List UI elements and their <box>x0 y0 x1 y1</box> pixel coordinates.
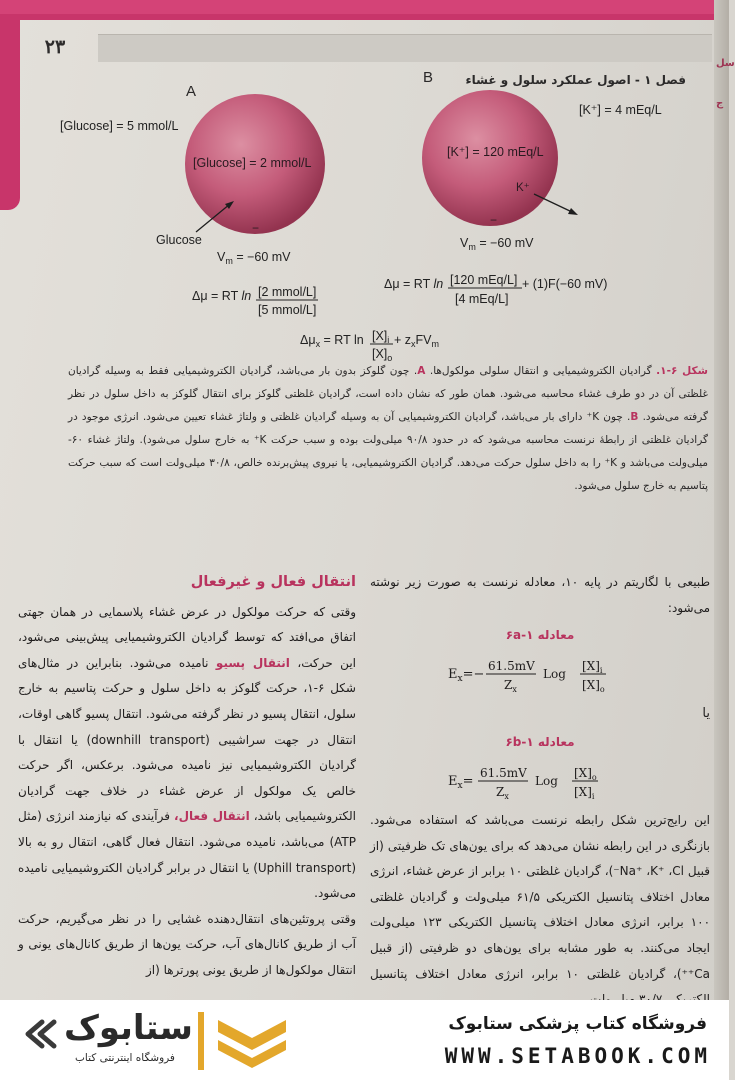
panel-b-eq-numerator: [120 mEq/L] <box>450 273 518 287</box>
panel-a-membrane-sign: − <box>252 221 260 235</box>
panel-a-label: A <box>186 83 197 100</box>
equation-b <box>370 758 710 802</box>
passive-active-paragraph: وقتی که حرکت مولکول در عرض غشاء پلاسمایی در همان جهتی اتفاق می‌افتد که توسط گرادیان الکتروشیمیایی پیش‌بینی می‌شود، این حرکت، انتقال پسیو نامیده می‌شود. بنابراین در مثال‌های شکل ۶-۱، حرکت گلوکز به داخل سلول و حرکت پتاسیم به خارج سلول، انتقال پسیو در نظر گرفته می‌شود. انتقال پسیو گاهی اوقات، انتقال در جهت سراشیبی (downhill transport) یا انتقال با گرادیان الکتروشیمیایی نیز نامیده می‌شود. برعکس، اگر حرکت خالص یک مولکول از عرض غشاء در خلاف جهت گرادیان الکتروشیمیایی باشد، انتقال فعال، فرآیندی که نیازمند انرژی (مثل ATP) می‌باشد، نامیده می‌شود. انتقال فعال گاهی، انتقال رو به بالا (Uphill transport) یا انتقال در برابر گرادیان الکتروشیمیایی نامیده می‌شود. <box>18 604 357 901</box>
svg-text:61.5mV: 61.5mV <box>480 765 527 780</box>
svg-text:Δμx = RT ln: $\Delta\mu_x$ = RT ln <box>300 333 364 349</box>
panel-a-equation <box>192 285 318 317</box>
nernst-explanation: این رایج‌ترین شکل رابطه نرنست می‌باشد که استفاده می‌شود. بازنگری در این رابطه نشان می‌دهد که برای یون‌های تک ظرفیتی (از قبیل Na⁺ ،K⁺ ،Cl⁻)، گرادیان غلظتی ۱۰ برابر از عرض غشاء، انرژی معادل اختلاف پتانسیل الکتریکی ۶۱/۵ میلی‌ولت و گرادیان غلظتی ۱۰۰ برابر، انرژی معادل اختلاف پتانسیل الکتریکی ۱۲۳ میلی‌ولت ایجاد می‌کنند. به طور مشابه برای یون‌های دو ظرفیتی (از قبیل Ca⁺⁺)، گرادیان غلظتی ۱۰ برابر، انرژی معادل اختلاف پتانسیل <box>370 812 711 981</box>
panel-b-label: B <box>423 69 434 86</box>
panel-b-membrane-sign: − <box>490 213 498 227</box>
electrochemical-gradient-figure <box>0 64 714 364</box>
svg-text:Log: Log <box>543 666 566 681</box>
caption-label-b: B <box>630 411 639 423</box>
svg-text:[X]i: $[X]_i$ <box>574 784 595 801</box>
svg-text:Δμ = RT ln: Δμ = RT ln <box>384 277 444 291</box>
store-url[interactable]: WWW.SETABOOK.COM <box>444 1044 711 1068</box>
panel-a-eq-numerator: [2 mmol/L] <box>258 285 317 299</box>
caption-label-a: A <box>417 365 426 377</box>
panel-b-equation <box>384 273 607 306</box>
equation-a <box>370 651 710 695</box>
equation-b-label: معادله ۱-۶b <box>505 735 575 750</box>
logo-wordmark: ستابوک <box>64 1008 193 1048</box>
logo-tagline: فروشگاه اینترنتی کتاب <box>75 1052 175 1064</box>
panel-b-membrane-voltage: $V_m = -60$ mV <box>460 236 534 252</box>
panel-a-inside-concentration: [Glucose] = 2 mmol/L <box>193 156 312 170</box>
edge-letter: سل <box>716 58 735 69</box>
panel-b-outside-concentration: [K⁺] = 4 mEq/L <box>579 103 662 117</box>
section-title: انتقال فعال و غیرفعال <box>190 574 356 590</box>
svg-text:Ex=−: $E_x=-$ <box>448 666 485 684</box>
svg-text:Zx: $Z_x$ <box>504 677 517 694</box>
panel-b-eq-suffix: + (1)F(−60 mV) <box>522 277 608 291</box>
svg-text:[X]o: $[X]_o$ <box>582 677 605 694</box>
potassium-arrow-label: K⁺ <box>516 182 530 194</box>
panel-b-inside-concentration: [K⁺] = 120 mEq/L <box>447 145 544 159</box>
svg-text:+ zxFVm: + $z_xFV_m$ <box>394 333 440 349</box>
svg-text:Ex=: $E_x=$ <box>448 773 474 791</box>
next-page-edge <box>714 0 729 1000</box>
store-footer <box>0 1000 729 1080</box>
svg-text:[X]i: $[X]_i$ <box>372 329 390 345</box>
svg-text:Zx: $Z_x$ <box>496 784 509 801</box>
store-title: فروشگاه کتاب پزشکی ستابوک <box>448 1014 707 1034</box>
panel-b-eq-denominator: [4 mEq/L] <box>455 292 509 306</box>
svg-text:61.5mV: 61.5mV <box>488 658 535 673</box>
transport-proteins-paragraph: وقتی پروتئین‌های انتقال‌دهنده غشایی را در نظر می‌گیریم، حرکت آب از طریق کانال‌های آب، حرکت یون‌ها از طریق کانال‌های یونی و انتقال مولکول‌ها از طریق یونی پورترها (از <box>18 911 356 977</box>
svg-text:Log: Log <box>535 773 558 788</box>
svg-text:[X]o: $[X]_o$ <box>574 765 597 782</box>
edge-letter: ج <box>716 98 724 109</box>
active-transport-term: انتقال فعال، <box>174 809 250 824</box>
potassium-arrow-head <box>568 208 578 215</box>
nernst-intro: طبیعی با لگاریتم در پایه ۱۰، معادله نرنست به صورت زیر نوشته می‌شود: <box>370 575 710 615</box>
passive-transport-term: انتقال پسیو <box>215 655 290 670</box>
glucose-arrow-label: Glucose <box>156 233 202 247</box>
right-column <box>370 570 710 1013</box>
or-connector: یا <box>702 705 710 721</box>
figure-caption: شکل ۶-۱. گرادیان الکتروشیمیایی و انتقال سلولی مولکول‌ها. A. چون گلوکز بدون بار می‌باشد، گرادیان الکتروشیمیایی فقط به وسیله گرادیان غلظتی آن در دو طرف غشاء محاسبه می‌شود. همان طور که نشان داده است، گرادیان غلظتی گلوکز برای انتقال گلوکز به داخل سلول در نظر گرفته می‌شود. B. چون K⁺ دارای بار می‌باشد، گرادیان الکتروشیمیایی آن به وسیله گرادیان غلظتی و ولتاژ غشاء تعیین می‌شود. انرژی موجود در گرادیان غلظتی از رابطهٔ نرنست محاسبه می‌شود که در حدود ۹۰/۸ میلی‌ولت بوده و سبب حرکت K⁺ به خارج سلول می‌شود). ولتاژ غشاء ۶۰- میلی‌ولت می‌باشد و K⁺ را به داخل سلول حرکت می‌دهد. گرادیان الکتروشیمیایی، یا نیروی پیش‌برنده خالص، ۳۰/۸ میلی‌ولت است که سبب حرکت پتاسیم به خارج سلول می‌شود. <box>68 365 709 492</box>
chapter-title: فصل ۱ - اصول عملکرد سلول و غشاء <box>465 73 686 87</box>
running-header <box>98 34 712 87</box>
equation-a-label: معادله ۱-۶a <box>505 628 575 643</box>
general-electrochemical-equation <box>300 329 439 363</box>
caption-label: شکل ۶-۱. <box>656 365 708 377</box>
svg-text:Δμ = RT ln: Δμ = RT ln <box>192 289 252 303</box>
panel-a-outside-concentration: [Glucose] = 5 mmol/L <box>60 119 179 133</box>
panel-a-membrane-voltage: $V_m = -60$ mV <box>217 250 291 266</box>
svg-text:[X]o: $[X]_o$ <box>372 347 393 363</box>
top-color-band <box>0 0 729 20</box>
page-number: ۲۳ <box>44 36 66 58</box>
setabook-logo <box>20 1008 290 1074</box>
panel-a-eq-denominator: [5 mmol/L] <box>258 303 317 317</box>
left-column <box>18 570 356 984</box>
svg-text:[X]i: $[X]_i$ <box>582 658 603 675</box>
